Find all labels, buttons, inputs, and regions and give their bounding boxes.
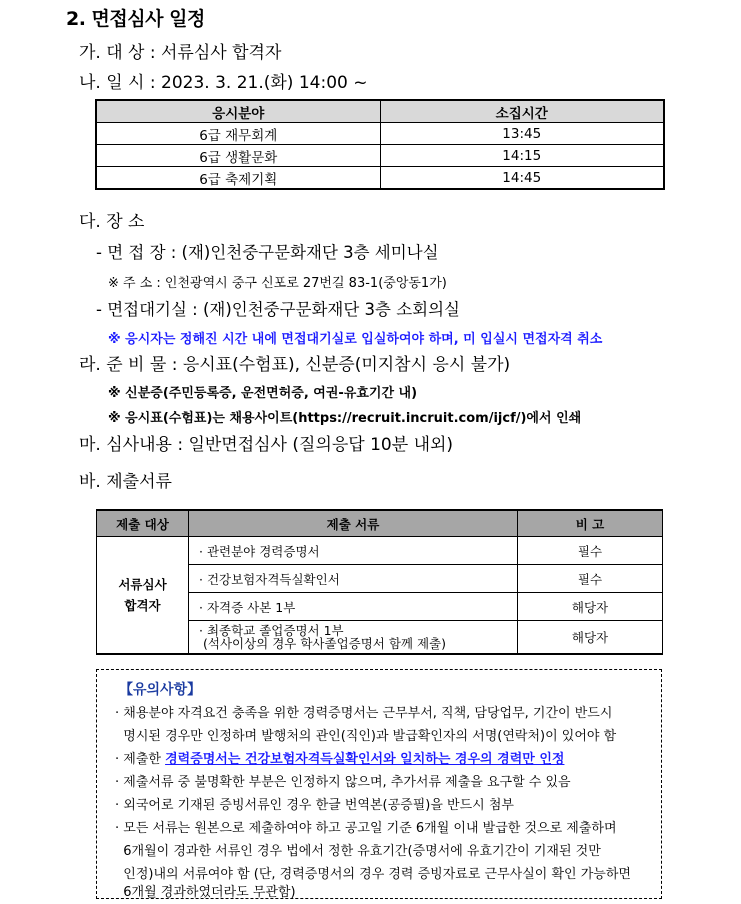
waiting-note: ※ 응시자는 정해진 시간 내에 면접대기실로 입실하여야 하며, 미 입실시 면접자격 취소	[108, 332, 603, 347]
document-item-main: · 최종학교 졸업증명서 1부	[199, 623, 344, 638]
schedule-table	[95, 99, 665, 190]
schedule-time: 14:15	[380, 145, 664, 167]
notice-emphasis: 경력증명서는 건강보험자격득실확인서와 일치하는 경우의 경력만 인정	[165, 752, 565, 767]
schedule-header-time: 소집시간	[380, 100, 664, 123]
section-title: 2. 면접심사 일정	[66, 8, 205, 30]
document-item	[189, 621, 518, 655]
documents-header-note: 비 고	[518, 510, 663, 537]
schedule-field: 6급 생활문화	[96, 145, 380, 167]
place-address: ※ 주 소 : 인천광역시 중구 신포로 27번길 83-1(중앙동1가)	[108, 276, 447, 291]
schedule-time: 13:45	[380, 123, 664, 145]
document-item: · 건강보험자격득실확인서	[189, 565, 518, 593]
prepare-note-ticket: ※ 응시표(수험표)는 채용사이트(https://recruit.incruit.com/ijcf/)에서 인쇄	[108, 411, 582, 426]
notice-line: · 외국어로 기재된 증빙서류인 경우 한글 번역본(공증필)을 반드시 첨부	[115, 798, 514, 813]
table-row	[96, 123, 664, 145]
place-room: - 면 접 장 : (재)인천중구문화재단 3층 세미나실	[96, 243, 439, 262]
notice-line	[115, 748, 564, 767]
notice-line: · 모든 서류는 원본으로 제출하여야 하고 공고일 기준 6개월 이내 발급한 것으로 제출하며	[115, 821, 617, 836]
documents-heading: 바. 제출서류	[79, 472, 172, 492]
documents-header-docs: 제출 서류	[189, 510, 518, 537]
place-heading: 다. 장 소	[79, 212, 145, 232]
document-requirement: 필수	[518, 565, 663, 593]
notice-line: 인정)내의 서류여야 함 (단, 경력증명서의 경우 경력 증빙자료로 근무사실이 확인 가능하면	[115, 867, 631, 882]
notice-line: · 제출서류 중 불명확한 부분은 인정하지 않으며, 추가서류 제출을 요구할 수 있음	[115, 775, 571, 790]
document-item: · 관련분야 경력증명서	[189, 537, 518, 565]
schedule-field: 6급 축제기획	[96, 167, 380, 190]
notice-line: 6개월 경과하였더라도 무관함)	[115, 885, 296, 900]
notice-line-prefix: · 제출한	[115, 752, 166, 767]
document-item-sub: (석사이상의 경우 학사졸업증명서 함께 제출)	[203, 636, 446, 651]
prepare-line: 라. 준 비 물 : 응시표(수험표), 신분증(미지참시 응시 불가)	[79, 355, 511, 375]
schedule-time: 14:45	[380, 167, 664, 190]
notice-title: 【유의사항】	[119, 682, 202, 698]
notice-box	[96, 669, 662, 899]
document-item: · 자격증 사본 1부	[189, 593, 518, 621]
target-line: 가. 대 상 : 서류심사 합격자	[79, 43, 282, 63]
document-requirement: 필수	[518, 537, 663, 565]
table-row	[96, 167, 664, 190]
documents-header-target: 제출 대상	[97, 510, 189, 537]
schedule-field: 6급 재무회계	[96, 123, 380, 145]
notice-line: · 채용분야 자격요건 충족을 위한 경력증명서는 근무부서, 직책, 담당업무, 기간이 반드시	[115, 706, 613, 721]
waiting-room: - 면접대기실 : (재)인천중구문화재단 3층 소회의실	[96, 300, 460, 319]
schedule-header-field: 응시분야	[96, 100, 380, 123]
table-row	[96, 145, 664, 167]
prepare-note-id: ※ 신분증(주민등록증, 운전면허증, 여권-유효기간 내)	[108, 386, 418, 401]
table-row	[97, 537, 663, 565]
datetime-line: 나. 일 시 : 2023. 3. 21.(화) 14:00 ~	[79, 73, 368, 93]
notice-line: 명시된 경우만 인정하며 발행처의 관인(직인)과 발급확인자의 서명(연락처)이 있어야 함	[115, 729, 617, 744]
documents-target: 서류심사 합격자	[97, 537, 189, 655]
document-requirement: 해당자	[518, 621, 663, 655]
documents-header-row	[97, 510, 663, 537]
notice-line: 6개월이 경과한 서류인 경우 법에서 정한 유효기간(증명서에 유효기간이 기재된 것만	[115, 844, 601, 859]
documents-table	[96, 509, 663, 655]
document-requirement: 해당자	[518, 593, 663, 621]
content-line: 마. 심사내용 : 일반면접심사 (질의응답 10분 내외)	[79, 435, 454, 455]
schedule-header-row	[96, 100, 664, 123]
